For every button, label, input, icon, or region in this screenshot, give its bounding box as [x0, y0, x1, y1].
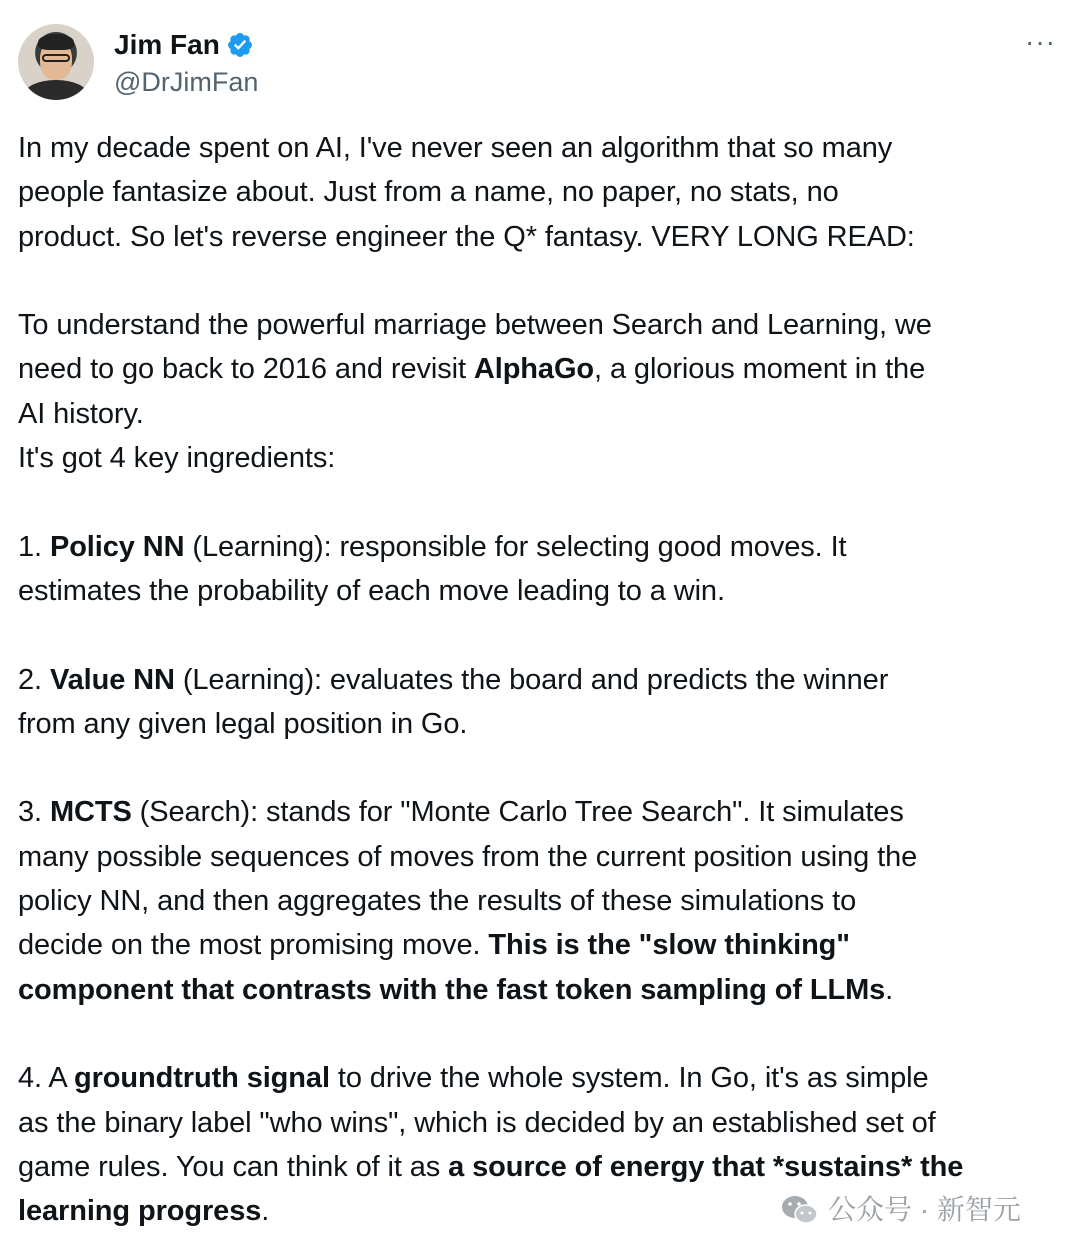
- avatar-shirt: [24, 80, 88, 100]
- gt-energy-bold: a source of energy that *sustains* the learning progress: [18, 1150, 964, 1228]
- name-row: [114, 28, 254, 62]
- tweet-text: [18, 126, 1068, 1233]
- gt-period: .: [261, 1195, 270, 1228]
- mcts-slow-thinking-bold: This is the "slow thinking" component that contrasts with the fast token sampling of LLMs: [18, 929, 886, 1006]
- mcts-text: (Search): stands for "Monte Carlo Tree Search". It simulates many possible sequences of moves from the current position using the policy NN, and then aggregates the results of these simulations to decide on the most promising move.: [18, 796, 918, 962]
- paragraph-gap: [18, 259, 1068, 303]
- value-text: (Learning): evaluates the board and predicts the winner from any given legal position in Go.: [18, 663, 889, 740]
- paragraph-intro: In my decade spent on AI, I've never seen an algorithm that so many people fantasize about. Just from a name, no paper, no stats, no product. So let's reverse engineer the Q* fantasy. VERY LONG READ:: [18, 132, 915, 253]
- gt-num: 4. A: [18, 1062, 74, 1095]
- tweet-header: [18, 24, 1062, 104]
- policy-bold: Policy NN: [49, 530, 185, 563]
- ingredient-value-nn: [18, 658, 1068, 747]
- gt-bold: groundtruth signal: [73, 1062, 330, 1095]
- avatar-glasses: [42, 54, 70, 62]
- wechat-icon: [780, 1193, 820, 1227]
- paragraph-gap: [18, 746, 1068, 790]
- alphago-text-a: To understand the powerful marriage between Search and Learning, we need to go back to 2016 and revisit: [18, 309, 932, 386]
- avatar-hair: [38, 34, 74, 50]
- avatar[interactable]: [18, 24, 94, 100]
- watermark: [780, 1190, 1021, 1230]
- paragraph-gap: [18, 480, 1068, 524]
- policy-num: 1.: [18, 530, 50, 563]
- mcts-bold: MCTS: [49, 796, 132, 829]
- user-handle[interactable]: @DrJimFan: [114, 67, 259, 97]
- gt-text: to drive the whole system. In Go, it's as simple as the binary label "who wins", which is decided by an established set of game rules. You can think of it as: [18, 1062, 936, 1183]
- policy-text: (Learning): responsible for selecting good moves. It estimates the probability of each move leading to a win.: [18, 530, 847, 607]
- ingredient-mcts: [18, 790, 1068, 1011]
- ingredient-policy-nn: [18, 525, 1068, 614]
- paragraph-alphago: [18, 303, 1068, 480]
- verified-badge-icon: [226, 31, 254, 59]
- watermark-text: 公众号 · 新智元: [828, 1194, 1021, 1225]
- value-bold: Value NN: [49, 663, 175, 696]
- mcts-period: .: [885, 973, 894, 1006]
- mcts-num: 3.: [18, 796, 50, 829]
- paragraph-gap: [18, 1012, 1068, 1056]
- paragraph-gap: [18, 613, 1068, 657]
- alphago-text-c: , a glorious moment in the AI history. It's got 4 key ingredients:: [18, 353, 926, 475]
- display-name[interactable]: Jim Fan: [114, 29, 220, 60]
- alphago-bold: AlphaGo: [473, 353, 595, 386]
- more-options-icon[interactable]: ···: [1025, 26, 1056, 57]
- value-num: 2.: [18, 663, 50, 696]
